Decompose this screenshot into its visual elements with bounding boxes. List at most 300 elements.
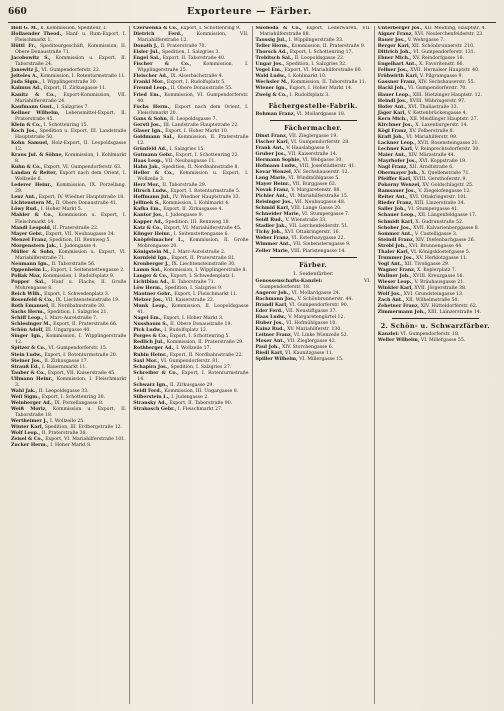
entry-details: Kommission, II. Praterstraße 12. (137, 134, 249, 146)
entry-name: Kern Mich., (377, 116, 409, 122)
entry-name: Wald Ludw., (255, 74, 287, 80)
entry-name: Bachmann Jos., (255, 296, 297, 302)
entry-details: XIV. Diefenbachgasse 26. (415, 237, 476, 243)
entry-name: Hauer Leop., (377, 92, 412, 98)
entry-details: Kommission, I. Wipplingerstraße 12. (15, 334, 127, 346)
entry-details: k. Kommission, Spediteur, I. (40, 26, 107, 31)
directory-entry (11, 213, 126, 225)
entry-name: Hollaender Theod., (11, 32, 63, 38)
entry-name: Engel Sal., (133, 56, 162, 62)
entry-details: I. Judengasse 9. (165, 213, 204, 219)
entry-details: Export nach dem Orient, I. Fleischmarkt 20. (137, 104, 249, 116)
entry-details: Holz-Export, II. Leopoldsgasse 12. (15, 140, 127, 152)
column-1 (8, 26, 130, 704)
entry-details: IX. Alserbachstraße 4. (170, 74, 223, 80)
entry-details: I. Hoher Markt 8. (50, 443, 92, 449)
entry-details: Kommission u. Export, I. Fleischmarkt 14. (15, 213, 127, 225)
entry-details: VI. Hofmühlgasse 10. (286, 320, 337, 326)
entry-name: Kalmus Ad., (11, 86, 43, 92)
entry-name: Neumann Ign., (11, 261, 50, 267)
entry-details: VI. Webgasse 30. (302, 157, 343, 163)
entry-details: XVIII. Währingerstr. 97. (409, 98, 466, 104)
entry-details: Export, I. Rotenturmstraße 20. (44, 352, 118, 358)
entry-name: Moser Ant., (255, 339, 286, 345)
section-heading: Fächermacher. (284, 123, 343, 132)
entry-details: XVIII. Gersthoferstr. 9. (413, 177, 467, 183)
entry-name: Rubin Heinr., (133, 352, 169, 358)
entry-name: Ungar Jos., (255, 62, 285, 68)
column-4 (375, 26, 496, 704)
entry-details: Export, VII. Neubaugasse 34. (45, 231, 116, 237)
entry-name: Kraft Joh., (377, 134, 405, 140)
entry-details: XIV. Sechshauserstr. 55. (418, 80, 476, 86)
entry-details: I. Judengasse 2. (171, 394, 209, 400)
entry-details: Export, Lederwaren, VII. Mariahilferstraße 88. (259, 26, 371, 38)
entry-name: Oppenheim L., (11, 267, 49, 273)
entry-name: Rieder Franz, (377, 201, 413, 207)
entry-details: XV. Goldschlagstr. 25. (422, 183, 474, 189)
entry-name: Angerer Joh., (255, 290, 291, 296)
entry-details: X. Favoritenstr. 66. (419, 62, 464, 68)
entry-name: Janowitz J., (11, 68, 40, 74)
entry-name: Aigner Franz, (377, 32, 414, 38)
directory-entry (11, 183, 126, 195)
entry-details: VIII. Lange Gasse 20. (290, 206, 342, 212)
entry-name: Reiter Ant., (377, 195, 408, 201)
section-divider (270, 120, 357, 121)
entry-name: Herz Mor., (133, 183, 161, 189)
entry-name: Steindl Franz, (377, 237, 415, 243)
entry-name: Schneider Marie, (255, 212, 301, 218)
entry-details: Kommission u. Export, II. Taborstraße 18. (15, 406, 127, 418)
entry-details: VI. Linke Wienzeile 52. (293, 332, 349, 338)
entry-details: VI. Gumpendorferstr. 81. (160, 358, 220, 364)
entry-name: Haas Ludw., (255, 314, 287, 320)
entry-name: Tauber & Co., (11, 370, 47, 376)
entry-details: XVII. Rosensteingasse 21. (417, 140, 479, 146)
entry-name: Pichler Ant., (255, 194, 289, 200)
entry-details: V. Pilgramgasse 9. (419, 74, 463, 80)
entry-details: XVI. Neulerchenfelderstr. 23. (414, 32, 484, 38)
entry-name: Obermayer Joh., (377, 171, 420, 177)
entry-details: Export, I. Seitenstettengasse 2. (50, 267, 125, 273)
entry-name: Saxl Mor., (133, 358, 160, 364)
entry-details: Spedition, I. Salzgries 21. (47, 310, 108, 316)
entry-name: Sailer Joh., (377, 207, 407, 213)
entry-details: X. Keplerplatz 7. (416, 267, 457, 273)
entry-name: Weil Sigm., (11, 394, 41, 400)
entry-name: Novak Franz, (255, 188, 290, 194)
entry-name: Löw Herm., (133, 286, 164, 292)
entry-name: Thorsch Ad., (255, 50, 289, 56)
entry-details: Export, I. Schottenring 22. (175, 152, 240, 158)
entry-name: Fischer & Co., (133, 62, 192, 68)
entry-details: I. Fleischmarkt 27. (177, 406, 223, 412)
entry-name: Nagel Em., (133, 316, 162, 322)
entry-name: Frankl Mor., (133, 80, 166, 86)
directory-entry (11, 407, 126, 419)
entry-details: II. Praterstraße 70. (160, 44, 206, 50)
entry-name: Popper Sal., (11, 279, 47, 285)
entry-name: Gans & Sohn, (133, 116, 169, 122)
entry-name: Zucker Herm., (11, 443, 49, 449)
directory-entry (133, 238, 248, 250)
entry-name: Singer Ign., (11, 334, 44, 340)
entry-details: Spedition, I. Salzgries 27. (170, 364, 232, 370)
section-heading: Fächergestelle-Fabrik. (268, 101, 358, 110)
entry-name: Donath J., (133, 44, 159, 50)
entry-details: Kommission, I. Rudolfsplatz 9. (42, 273, 115, 279)
entry-name: Hahn Jak., (133, 165, 161, 171)
entry-name: Seidl Rud., (255, 218, 284, 224)
entry-details: Export, IV. Wiedner Hauptstraße 18. (38, 195, 125, 201)
entry-name: Langer & Co., (133, 273, 169, 279)
entry-name: Kohn Samuel, (11, 140, 49, 146)
entry-name: Knöpfelmacher L., (133, 237, 185, 243)
entry-name: Gruber Jos., (255, 151, 287, 157)
entry-details: VI. Gumpendorferstr. 70. (407, 86, 467, 92)
entry-details: Export, II. Praterstraße 81. (171, 255, 236, 261)
directory-entry (11, 334, 126, 346)
entry-name: Hackl Joh., (377, 86, 407, 92)
entry-details: XII. Meidlinger Hauptstr. 27. (409, 116, 479, 122)
entry-name: Gassner Franz, (377, 80, 417, 86)
entry-details: I. Rudolfsplatz 3. (289, 92, 330, 98)
entry-name: Eisler Jul., (133, 50, 161, 56)
entry-details: Export, I. Fleischmarkt 11. (174, 292, 238, 298)
entry-details: II. Obere Donaustraße 41. (55, 201, 118, 207)
entry-name: Kanitz & Co., (11, 92, 57, 98)
entry-details: Export, I. Rotenturmstraße 14. (137, 370, 249, 382)
entry-details: XVIII. Kreuzgasse 16. (412, 273, 464, 279)
entry-details: I. Judengasse 4. (59, 243, 98, 249)
entry-details: VII. Burggasse 63. (292, 181, 337, 187)
entry-name: Leitner Franz, (255, 332, 293, 338)
entry-details: XIII. Hietzinger Hauptstr. 12. (412, 92, 482, 98)
entry-details: III. Landstraße Hauptstraße 22. (163, 122, 239, 128)
entry-details: VII. Neubaugasse 48. (294, 200, 346, 206)
entry-details: VIII. Piaristengasse 14. (290, 248, 346, 254)
entry-details: Export-Kommission, VII. Mariahilferstraße 24. (15, 92, 127, 104)
entry-name: Zach Ant., (377, 298, 405, 304)
entry-name: Zeisel & Co., (11, 437, 44, 443)
entry-name: Kaufmann Gust., (11, 104, 56, 110)
entry-details: V. Kettenbrückengasse 4. (407, 110, 468, 116)
entry-name: Trummer Jos., (377, 255, 415, 261)
entry-details: V. Margaretenstr. 88. (291, 188, 341, 194)
entry-name: Unterberger Jos., (377, 26, 423, 31)
entry-details: Spedition, I. Salzgries 9. (164, 286, 223, 292)
entry-details: XII. Wilhelmstraße 50. (405, 298, 459, 304)
entry-name: Kainz Rud., (255, 326, 286, 332)
entry-details: Export, VII. Kaiserstraße 45. (47, 370, 116, 376)
entry-details: XII. Meidling, Hauptstr. 4. (424, 26, 486, 31)
entry-name: Wertheimer J., (11, 419, 49, 425)
entry-details: VII. Siebensterngasse 9. (293, 242, 351, 248)
entry-details: Kommission, II. Taborstraße 11. (290, 80, 367, 86)
directory-entry (256, 112, 371, 118)
entry-name: Hirsch Ludw., (133, 189, 169, 195)
entry-details: Kommission, I. Wipplingerstraße 8. (163, 267, 247, 273)
entry-details: Export, I. Schwedenplatz 3. (44, 292, 110, 298)
directory-entry (378, 338, 493, 344)
entry-details: VI. Millergasse 55. (420, 338, 466, 344)
entry-details: VI. Esterhazygasse 22. (291, 236, 345, 242)
entry-details: VI. Stumpergasse 7. (301, 212, 350, 218)
entry-details: Kommission u. Export, II. Taborstraße 24. (15, 56, 127, 68)
entry-name: Zeller Marie, (255, 248, 290, 254)
column-2 (130, 26, 252, 704)
entry-details: XII. Längenfeldgasse 17. (417, 213, 477, 219)
entry-name: Dinst Franz, (255, 133, 288, 139)
entry-details: Spedition, II. Nordbahnstraße 8. (162, 165, 239, 171)
entry-details: Kommission u. Export, I. Wollzeile 3. (137, 171, 249, 183)
entry-name: Freund Leop., (133, 86, 170, 92)
entry-details: VI. Kaunitzgasse 11. (285, 351, 334, 357)
entry-name: Stein Ludw., (11, 352, 43, 358)
entry-name: Schapira Jos., (133, 364, 170, 370)
entry-name: Kantor Jos., (133, 213, 165, 219)
entry-name: Berger Karl, (377, 44, 411, 50)
entry-details: VI. Mollardgasse 18. (296, 111, 346, 117)
entry-details: Spediteurgeschäft, Kommission, II. Obere Donaustraße 71. (15, 44, 127, 56)
entry-details: Export, II. Zirkusgasse 11. (43, 86, 107, 92)
entry-name: Schiff Leop., (11, 316, 44, 322)
entry-details: Export, I. Schwedenplatz 1. (170, 273, 236, 279)
entry-details: Export, II. Taborstraße 90. (169, 400, 233, 406)
entry-details: IX. Liechtensteinstraße 30. (171, 261, 236, 267)
entry-details: II. Taborstraße 56. (51, 261, 96, 267)
section-divider (392, 318, 479, 319)
entry-details: XV. Herklotzgasse 11. (416, 255, 468, 261)
entry-details: XIII. Linzerstraße 34. (414, 201, 466, 207)
entry-name: Lang Marie, (255, 175, 287, 181)
entry-name: Kraus Jul. & Söhne, (11, 152, 64, 158)
entry-details: XII. Tivoligasse 29. (404, 261, 450, 267)
entry-name: Sommer Ant., (377, 231, 414, 237)
entry-details: Export, II. Nordbahnstraße 22. (169, 352, 243, 358)
page-number: 660 (8, 7, 27, 17)
entry-name: Mayer Gebr., (11, 231, 45, 237)
entry-details: Kommission, II. Leopoldsgasse 41. (137, 304, 249, 316)
entry-details: I. Hoher Markt 5. (40, 207, 83, 213)
entry-name: Weller Wilhelm, (377, 338, 420, 344)
entry-name: Müller & Sohn, (11, 249, 55, 255)
directory-entry (256, 357, 371, 363)
directory-entry (11, 111, 126, 123)
entry-details: Export, II. Zirkusgasse 4. (163, 207, 223, 213)
directory-entry (11, 129, 126, 141)
entry-details: Kommission u. Export, VI. Mariahilferstraße 71. (15, 249, 127, 261)
entry-name: Löwy Rud., (11, 207, 40, 213)
entry-name: Jeiteles A., (11, 74, 39, 80)
entry-name: Kuhn & Co., (11, 165, 43, 171)
entry-details: Hanf- u. Rum-Export, I. Fleischmarkt 1. (15, 32, 127, 44)
directory-entry (133, 62, 248, 74)
entry-name: Vogl Ant., (377, 261, 403, 267)
entry-details: VI. Mariahilferstr. 99. (406, 134, 458, 140)
entry-details: VII. Neustiftgasse 37. (285, 308, 337, 314)
entry-details: VI. Millergasse 15. (299, 357, 344, 363)
entry-details: XVII. Jörgerstraße 38. (414, 286, 467, 292)
entry-details: IV. Wiedner Hauptstraße 33. (172, 195, 241, 201)
entry-details: XVI. Grundsteingasse 13. (403, 292, 464, 298)
directory-entry (11, 44, 126, 56)
entry-name: Engelhart Ant., (377, 62, 418, 68)
entry-name: Thaler Karl, (377, 249, 410, 255)
entry-details: I. Salzgries 7. (56, 104, 89, 110)
entry-details: V. Reinprechtsdorferstr. 30. (414, 146, 480, 152)
entry-details: VIII. Josefstädterstr. 41. (299, 163, 356, 169)
entry-name: Lamm Sal., (133, 267, 163, 273)
entry-name: Kronberger J., (133, 261, 171, 267)
entry-name: Lechner Karl, (377, 146, 414, 152)
entry-name: Königstein M., (133, 249, 172, 255)
entry-details: XVI. Koppstraße 19. (419, 159, 467, 165)
entry-name: Jäger Karl, (377, 110, 407, 116)
entry-details: I. Rudolfsplatz 12. (164, 328, 208, 334)
entry-details: II. Praterstraße 22. (52, 225, 99, 231)
entry-name: Reich Wilh., (11, 292, 43, 298)
entry-details: VII. Kaiserstraße 22. (165, 298, 215, 304)
entry-details: II. Obere Donaustraße 55. (170, 86, 233, 92)
entry-details: Kommission, III. Ungargasse 8. (164, 388, 239, 394)
entry-name: Rothberger Ad., (133, 346, 175, 352)
entry-name: Juda Sigm., (11, 80, 41, 86)
entry-name: Wolf Leop., (11, 431, 41, 437)
entry-name: Weinberger Ad., (11, 400, 53, 406)
entry-name: Maier Ant., (377, 152, 408, 158)
entry-name: Wechsler M., (255, 80, 290, 86)
entry-details: I. Marc-Aurelstraße 7. (45, 316, 98, 322)
entry-details: II. Zirkusgasse 17. (44, 358, 89, 364)
entry-details: Export, I. Hoher Markt 14. (289, 86, 353, 92)
entry-name: Schmidt Karl, (377, 219, 414, 225)
entry-name: Sachs Herm., (11, 310, 46, 316)
entry-details: I. Wipplingerstraße 30. (42, 80, 98, 86)
entry-details: Kommission, II. Praterstraße 9. (291, 44, 366, 50)
entry-name: Winter Karl, (11, 425, 44, 431)
directory-entry (133, 32, 248, 44)
directory-entry (256, 279, 371, 291)
entry-name: Strobl Joh., (377, 243, 408, 249)
entry-name: Nussbaum S., (133, 322, 169, 328)
entry-name: Mautner Gebr., (133, 292, 173, 298)
entry-name: Glaser Ign., (133, 128, 164, 134)
entry-name: Wiener Ign., (255, 86, 288, 92)
entry-name: Pokorny Wenzel, (377, 183, 421, 189)
directory-entry (11, 153, 126, 165)
directory-entry (133, 304, 248, 316)
entry-name: Kellner Wilhelm, (11, 110, 60, 116)
entry-name: Schober Jos., (377, 225, 412, 231)
entry-name: Ullmann Heinr., (11, 376, 54, 382)
entry-name: Paul Joh., (255, 345, 281, 351)
directory-entry (11, 280, 126, 292)
entry-details: XV. Felberstraße 8. (409, 128, 455, 134)
entry-details: VI. Gumpendorferstr. 18. (259, 278, 371, 290)
directory-entry (133, 407, 248, 413)
directory-entry (256, 93, 371, 99)
entry-name: Pollak Max, (11, 273, 42, 279)
entry-name: Wallner Joh., (377, 273, 412, 279)
entry-details: VI. Königsklostergasse 5. (410, 249, 471, 255)
entry-name: Schwarz Ign., (133, 382, 169, 388)
entry-details: Kommission, I. Kohlmarkt 8. (15, 152, 127, 165)
entry-details: XV. Mariahilferstr. 130. (287, 326, 342, 332)
entry-name: Swoboda & Co., (255, 26, 302, 31)
entry-details: V. Bräuhausgasse 21. (414, 279, 465, 285)
entry-details: II. Taborstraße 71. (171, 279, 216, 285)
entry-details: Export, I. Schottenring 5. (169, 334, 230, 340)
entry-details: VI. Windmühlgasse 5. (288, 175, 340, 181)
entry-details: VII. Neubaugasse 11. (165, 159, 216, 165)
sub-heading: 1. Seidenfärber. (292, 270, 334, 277)
entry-details: X. Laxenburgerstr. 14. (415, 122, 469, 128)
directory-entry (11, 32, 126, 44)
directory-entry (133, 93, 248, 105)
entry-name: Ramsauer Jos., (377, 189, 417, 195)
entry-details: Kommission, I. Rotenturmstraße 11. (40, 74, 126, 80)
entry-name: Landau & Reiter, (11, 171, 57, 177)
entry-details: XVII. Kalvarienberggasse 8. (413, 225, 480, 231)
entry-details: VI. Gumpendorferstr. 28. (290, 139, 350, 145)
entry-details: XVI. Thaliastraße 33. (408, 104, 459, 110)
entry-details: Kommission, II. Praterstraße 29. (166, 340, 244, 346)
entry-name: Fleischer Ad., (133, 74, 169, 80)
entry-details: I. Bauernmarkt 11. (41, 364, 87, 370)
entry-details: II. Nordbahnstraße 30. (51, 304, 106, 310)
entry-name: Brandl Karl, (255, 302, 288, 308)
entry-details: Spedition, III. Rennweg 5. (49, 237, 111, 243)
entry-details: VII. Lerchenfelderstr. 51. (289, 224, 349, 230)
entry-name: Strakosch Gebr., (133, 406, 177, 412)
entry-name: Stadler Jak., (255, 224, 288, 230)
entry-details: XII. Schönbrunnerstr. 210. (411, 44, 475, 50)
entry-name: Goldmann Sal., (133, 134, 175, 140)
entry-details: Export, I. Rotenturmstraße 5. (170, 189, 241, 195)
entry-name: Genossenschafts-Kanzlei: (255, 278, 323, 284)
entry-name: Wimmer Ant., (255, 242, 292, 248)
entry-name: Jacobowitz S., (11, 56, 51, 62)
entry-name: Bauer Jos., (377, 38, 407, 44)
entry-name: Reisinger Jos., (255, 200, 294, 206)
entry-name: Menzel Franz, (11, 237, 48, 243)
entry-name: Trebitsch Sal., (255, 56, 293, 62)
entry-details: Hanf u. Flachs, II. Große Mohrengasse 8. (15, 279, 127, 292)
entry-details: II. Leopoldsgasse 7. (169, 116, 217, 122)
entry-details: Kommission, I. Fleischmarkt 3. (15, 376, 127, 388)
entry-details: I. Marc-Aurelstraße 2. (172, 249, 226, 255)
entry-name: Wahl Jak., (11, 388, 38, 394)
entry-name: Kovar Wenzel, (255, 169, 293, 175)
entry-name: Munk Leop., (133, 304, 168, 310)
entry-name: Kafka Em., (133, 207, 162, 213)
entry-details: Export, I. Schottenring 17. (289, 50, 353, 56)
entry-name: Kögl Franz, (377, 128, 408, 134)
entry-name: Mandl Leopold, (11, 225, 52, 231)
section-heading: Färber. (299, 260, 328, 269)
entry-details: X. Quellenstraße 71. (421, 171, 470, 177)
entry-name: Winkler Karl, (377, 286, 413, 292)
entry-name: Holl G. M., (11, 26, 40, 31)
entry-name: Spitzer & Co., (11, 346, 47, 352)
entry-details: I. Salzgries 15. (169, 146, 205, 152)
entry-name: Lackner Leop., (377, 140, 417, 146)
entry-details: II. Obere Donaustraße 19. (170, 322, 232, 328)
entry-name: Silberstein L., (133, 394, 170, 400)
column-container (8, 26, 496, 704)
